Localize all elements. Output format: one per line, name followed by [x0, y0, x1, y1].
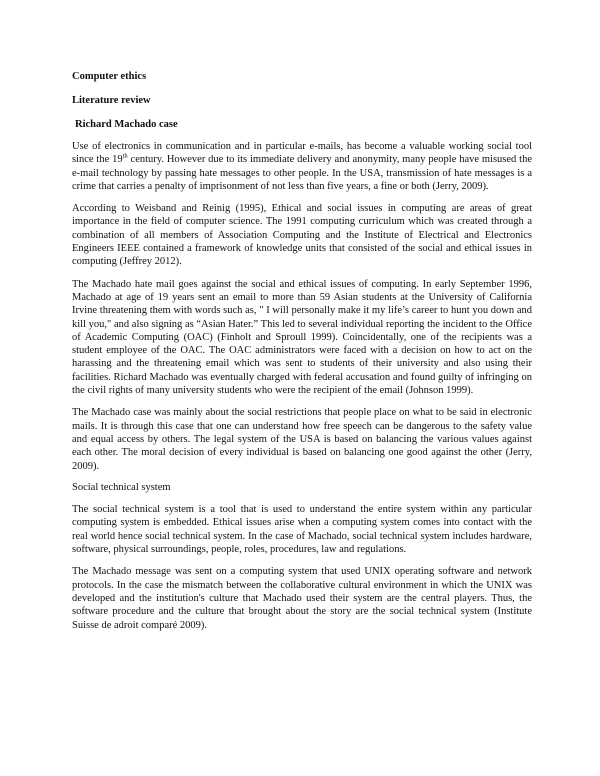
paragraph-social-technical: The social technical system is a tool that is used to understand the entire system within any particular computing system is embedded. Ethical issues arise when a computing system comes into contact with the real world hence social technical system. In the case of Machado, social technical system includes hardware, software, physical surroundings, people, roles, procedures, law and regulations. [72, 504, 532, 556]
paragraph-intro-part1: Use of electronics in communication and in particular e-mails, has become a valuable working social tool since the 19 [72, 141, 532, 166]
superscript-th: th [122, 152, 128, 160]
paragraph-unix: The Machado message was sent on a computing system that used UNIX operating software and network protocols. In the case the mismatch between the collaborative cultural environment in which the UNIX was developed and the institution's culture that Machado used their system are the central players. Thus, the software procedure and the culture that brought about the story are the social technical system (Institute Suisse de adroit comparé 2009). [72, 566, 532, 631]
paragraph-intro-part2: century. However due to its immediate delivery and anonymity, many people have misused the e-mail technology by passing hate messages to other people. In the USA, transmission of hate messages is a crime that carries a penalty of imprisonment of not less than five years, a fine or both (Jerry, 2009). [72, 154, 532, 192]
paragraph-intro [72, 140, 532, 193]
paragraph-weisband: According to Weisband and Reinig (1995), Ethical and social issues in computing are areas of great importance in the field of computer science. The 1991 computing curriculum which was created through a combination of all members of Association Computing and the Institute of Electrical and Electronics Engineers IEEE contained a framework of knowledge units that consisted of the social and ethical issues in computing (Jeffrey 2012). [72, 203, 532, 268]
paragraph-machado-case: The Machado case was mainly about the social restrictions that people place on what to be said in electronic mails. It is through this case that one can understand how free speech can be dangerous to the safety value and equal access by others. The legal system of the USA is based on balancing the various values against each other. The moral decision of every individual is based on balancing one good against the other (Jerry, 2009). [72, 407, 532, 472]
subheading-social-technical-system: Social technical system [72, 481, 171, 493]
document-page [72, 62, 532, 632]
paragraph-machado-hate-mail: The Machado hate mail goes against the social and ethical issues of computing. In early September 1996, Machado at age of 19 years sent an email to more than 59 Asian students at the University of California Irvine threatening them with words such as, " I will personally make it my life’s career to hunt you down and kill you," and also signing as “Asian Hater.” This led to several individual reporting the incident to the Office of Academic Computing (OAC) (Finholt and Sproull 1999). Coincidentally, one of the recipients was a student employee of the OAC. The OAC administrators were faced with a decision on how to act on the harassing and the threatening email which was sent to students of their university and also using their facilities. Richard Machado was eventually charged with federal accusation and found guilty of infringing on the civil rights of many university students who were the recipient of the email (Johnson 1999). [72, 278, 532, 397]
document-title: Computer ethics [72, 71, 147, 82]
case-heading: Richard Machado case [75, 119, 178, 130]
document-subtitle: Literature review [72, 95, 151, 106]
